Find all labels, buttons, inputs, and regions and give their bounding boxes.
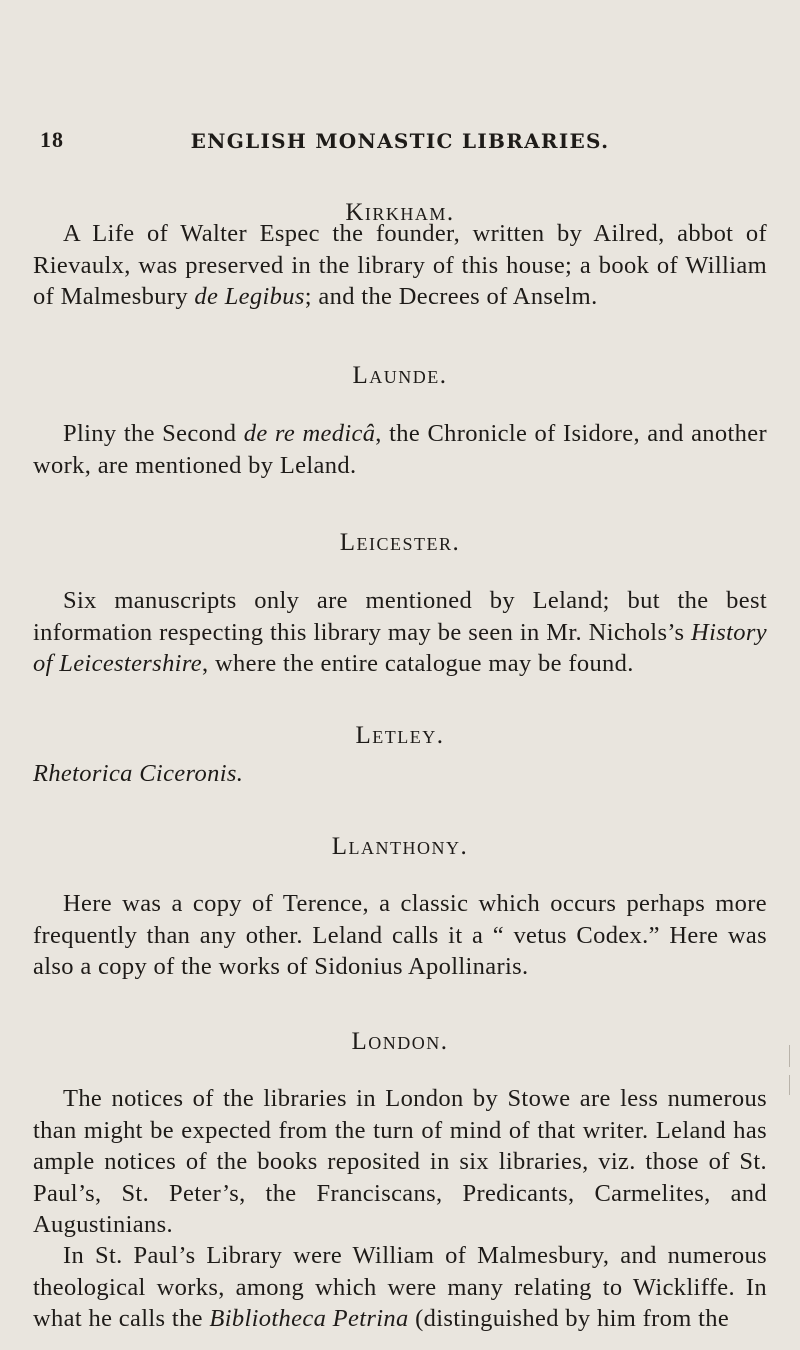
paragraph-italic-text: Bibliotheca Petrina bbox=[209, 1305, 409, 1332]
page-number: 18 bbox=[40, 127, 64, 152]
page-edge-mark bbox=[789, 1045, 790, 1067]
entry-heading-leicester: Leicester. bbox=[339, 529, 461, 556]
paragraph-text: Pliny the Second bbox=[63, 420, 244, 447]
entry-paragraph-letley bbox=[33, 758, 767, 790]
paragraph-text: In St. Paul’s Library were William of Malmesbury, and numerous theological works, among which were many relating to Wickliffe. In what he calls the bbox=[33, 1242, 767, 1332]
entry-paragraph-london-1 bbox=[33, 1083, 767, 1241]
entry-heading-kirkham: Kirkham. bbox=[345, 199, 455, 226]
running-title: ENGLISH MONASTIC LIBRARIES. bbox=[190, 129, 610, 153]
entry-paragraph-kirkham bbox=[33, 218, 767, 313]
paragraph-italic-text: de re medicâ bbox=[243, 420, 376, 447]
entry-heading-letley: Letley. bbox=[355, 722, 445, 749]
entry-heading-llanthony: Llanthony. bbox=[331, 833, 469, 860]
paragraph-italic-text: History of Leicestershire bbox=[33, 618, 767, 677]
entry-heading-launde: Launde. bbox=[352, 362, 448, 389]
entry-paragraph-leicester bbox=[33, 585, 767, 680]
entry-paragraph-llanthony bbox=[33, 888, 767, 983]
paragraph-text: , where the entire catalogue may be found. bbox=[202, 650, 634, 677]
page-header bbox=[40, 127, 760, 161]
paragraph-text: Here was a copy of Terence, a classic which occurs perhaps more frequently than any other. Leland calls it a “ vetus Codex.” Here was also a copy of the works of Sidonius Apollinaris. bbox=[33, 890, 767, 980]
paragraph-text: (distinguished by him from the bbox=[408, 1305, 730, 1332]
entry-heading-london: London. bbox=[351, 1028, 449, 1055]
entry-paragraph-launde bbox=[33, 418, 767, 481]
entry-paragraph-london-2 bbox=[33, 1240, 767, 1335]
paragraph-text: The notices of the libraries in London by Stowe are less numerous than might be expected from the turn of mind of that writer. Leland has ample notices of the books reposited in six libraries, viz. those of St. Paul’s, St. Peter’s, the Franciscans, Predicants, Carmelites, and Augustinians. bbox=[33, 1085, 767, 1238]
page-edge-mark bbox=[789, 1075, 790, 1095]
paragraph-text: ; and the Decrees of Anselm. bbox=[304, 283, 598, 310]
paragraph-text: A Life of Walter Espec the founder, written by Ailred, abbot of Rievaulx, was preserved in the library of this house; a book of William of Malmesbury bbox=[33, 220, 767, 310]
paragraph-text: , the Chronicle of Isidore, and another work, are mentioned by Leland. bbox=[33, 420, 767, 479]
paragraph-text: Six manuscripts only are mentioned by Leland; but the best information respecting this library may be seen in Mr. Nichols’s bbox=[33, 587, 767, 646]
paragraph-italic-text: de Legibus bbox=[194, 283, 305, 310]
paragraph-italic-text: Rhetorica Ciceronis. bbox=[33, 760, 244, 787]
